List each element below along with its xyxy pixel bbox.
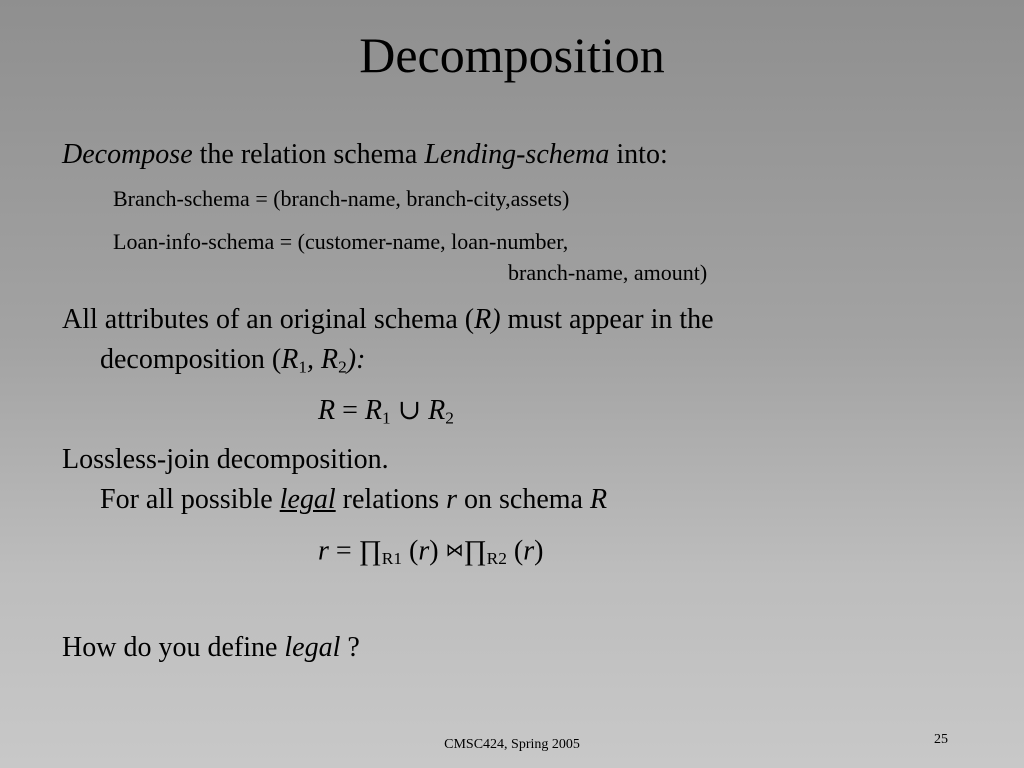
attributes-R: R): [474, 304, 501, 335]
attributes-line-1: [62, 303, 714, 337]
union-lhs: R: [318, 395, 336, 426]
attributes-text-1: All attributes of an original schema (: [62, 304, 475, 335]
union-eq-sign: =: [335, 395, 365, 426]
comma: ,: [307, 344, 321, 375]
decompose-word: Decompose: [62, 139, 193, 170]
lending-schema-name: Lending-schema: [424, 139, 610, 170]
arg1-r: r: [418, 535, 430, 567]
lossless-text-1: For all possible: [100, 484, 280, 515]
arg2-open: (: [506, 535, 524, 567]
loan-schema-line-2: branch-name, amount): [508, 260, 708, 285]
union-r1: R: [364, 395, 383, 426]
intro-line: [62, 138, 668, 172]
r1-subscript: 1: [298, 357, 307, 377]
r2-subscript: 2: [338, 357, 347, 377]
join-eq-sign: =: [328, 535, 359, 567]
projection-2-sub: R2: [486, 548, 507, 568]
projection-2-icon: ∏: [463, 535, 487, 567]
union-sub2: 2: [445, 408, 454, 428]
page-number: 25: [934, 732, 948, 747]
union-r2: R: [428, 395, 446, 426]
projection-1-sub: R1: [381, 548, 403, 568]
arg1-close: ): [429, 535, 446, 567]
attributes-text-2: must appear in the: [500, 304, 714, 335]
intro-text-2: into:: [609, 139, 668, 170]
arg2-close: ): [534, 535, 544, 567]
question-text: How do you define: [62, 632, 285, 663]
arg1-open: (: [402, 535, 419, 567]
slide-title: Decomposition: [359, 27, 665, 83]
branch-schema-line: Branch-schema = (branch-name, branch-city,assets): [113, 186, 570, 211]
intro-text-1: the relation schema: [192, 139, 425, 170]
footer-course: CMSC424, Spring 2005: [444, 737, 580, 752]
union-sub1: 1: [382, 408, 391, 428]
lossless-text-3: on schema: [457, 484, 590, 515]
schema-R: R: [589, 484, 608, 515]
question-legal: legal: [284, 632, 341, 663]
projection-1-icon: ∏: [358, 535, 382, 567]
lossless-text-2: relations: [335, 484, 447, 515]
attributes-line-2: [100, 343, 365, 377]
close-paren: ):: [346, 344, 366, 375]
relation-r: r: [446, 484, 457, 515]
legal-word: legal: [279, 484, 336, 515]
question-line: [62, 631, 360, 665]
lossless-heading: Lossless-join decomposition.: [62, 444, 389, 475]
r1-symbol: R: [281, 344, 299, 375]
join-lhs: r: [318, 535, 329, 567]
loan-schema-line-1: Loan-info-schema = (customer-name, loan-number,: [113, 229, 569, 254]
lossless-line: [100, 483, 607, 517]
question-end: ?: [340, 632, 360, 663]
r2-symbol: R: [321, 344, 339, 375]
decomposition-text: decomposition (: [100, 344, 282, 375]
join-equation: [318, 533, 543, 569]
union-equation: [318, 394, 454, 428]
natural-join-icon: ⋈: [445, 540, 464, 560]
arg2-r: r: [523, 535, 535, 567]
union-operator: ∪: [390, 395, 429, 426]
